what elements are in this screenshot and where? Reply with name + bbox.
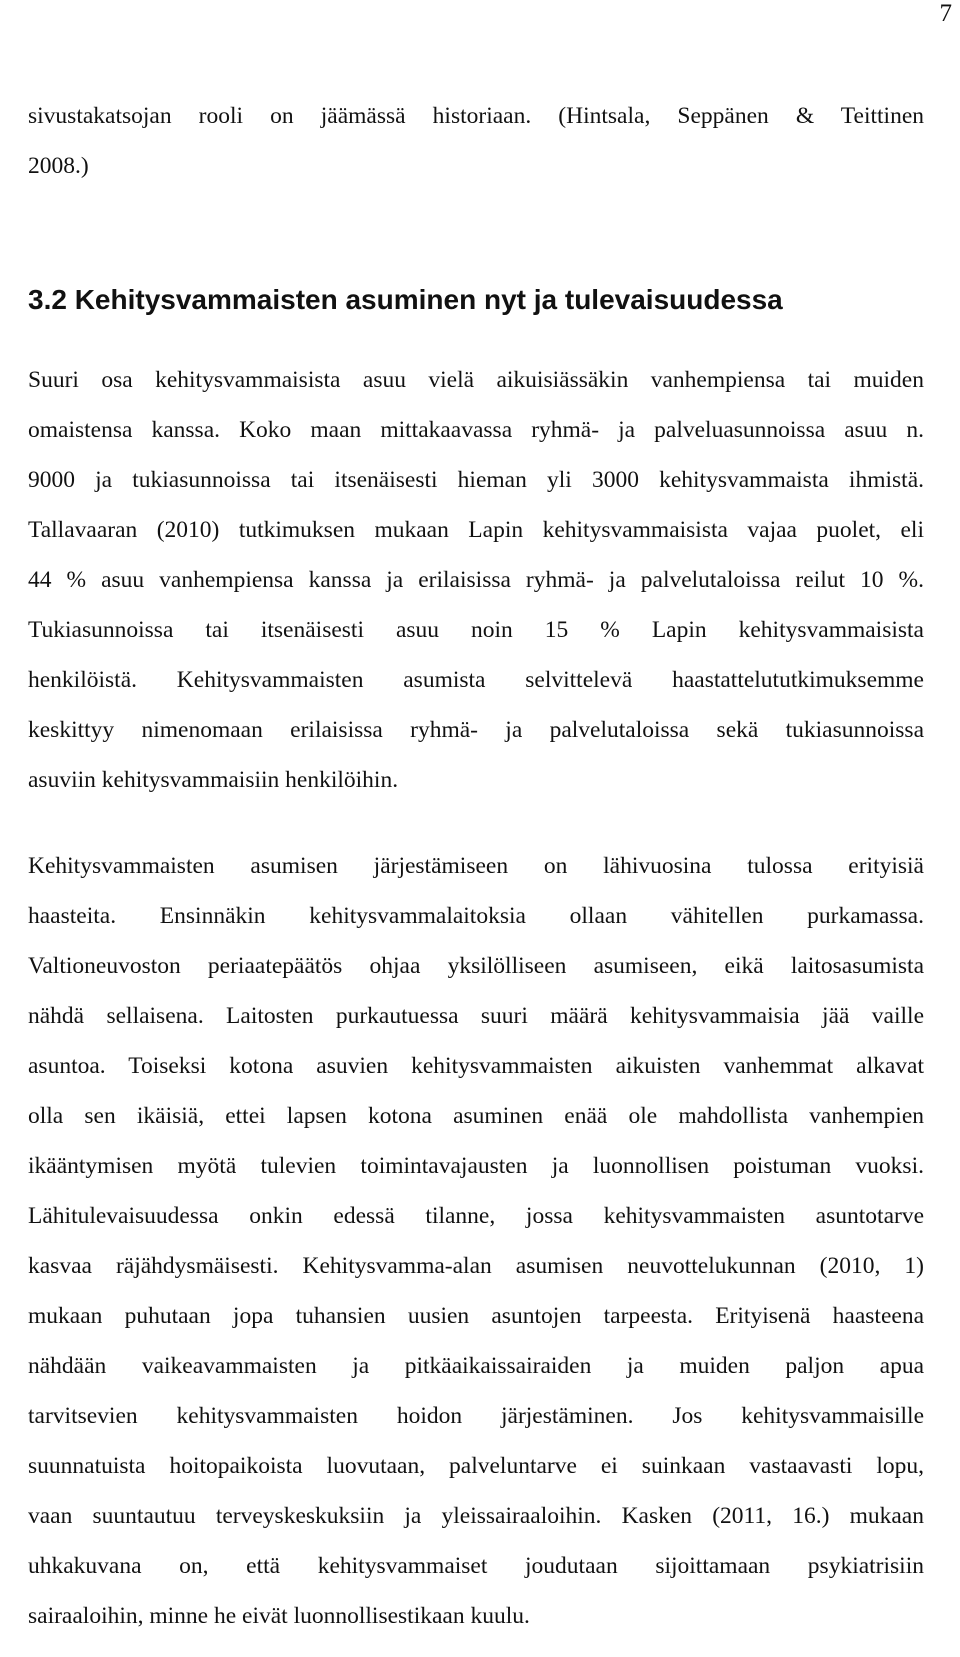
text-line: uhkakuvana on, että kehitysvammaiset joudutaan sijoittamaan psykiatrisiin [28, 1553, 924, 1579]
text-line: henkilöistä. Kehitysvammaisten asumista selvittelevä haastattelututkimuksemme [28, 667, 924, 693]
document-page [28, 91, 924, 1641]
text-line: tarvitsevien kehitysvammaisten hoidon järjestäminen. Jos kehitysvammaisille [28, 1403, 924, 1429]
text-line: Suuri osa kehitysvammaisista asuu vielä aikuisiässäkin vanhempiensa tai muiden [28, 367, 924, 393]
intro-paragraph [28, 91, 924, 191]
text-line: keskittyy nimenomaan erilaisissa ryhmä- ja palvelutaloissa sekä tukiasunnoissa [28, 717, 924, 743]
text-line: nähdään vaikeavammaisten ja pitkäaikaissairaiden ja muiden paljon apua [28, 1353, 924, 1379]
text-line: Tallavaaran (2010) tutkimuksen mukaan Lapin kehitysvammaisista vajaa puolet, eli [28, 517, 924, 543]
text-line: ikääntymisen myötä tulevien toimintavajausten ja luonnollisen poistuman vuoksi. [28, 1153, 924, 1179]
text-line: sivustakatsojan rooli on jäämässä historiaan. (Hintsala, Seppänen & Teittinen [28, 103, 924, 129]
paragraph-1 [28, 355, 924, 805]
text-line: Lähitulevaisuudessa onkin edessä tilanne, jossa kehitysvammaisten asuntotarve [28, 1203, 924, 1229]
text-line: omaistensa kanssa. Koko maan mittakaavassa ryhmä- ja palveluasunnoissa asuu n. [28, 417, 924, 443]
paragraph-2 [28, 841, 924, 1641]
text-line: 2008.) [28, 153, 89, 179]
text-line: mukaan puhutaan jopa tuhansien uusien asuntojen tarpeesta. Erityisenä haasteena [28, 1303, 924, 1329]
text-line: Tukiasunnoissa tai itsenäisesti asuu noin 15 % Lapin kehitysvammaisista [28, 617, 924, 643]
text-line: asuntoa. Toiseksi kotona asuvien kehitysvammaisten aikuisten vanhemmat alkavat [28, 1053, 924, 1079]
text-line: nähdä sellaisena. Laitosten purkautuessa suuri määrä kehitysvammaisia jää vaille [28, 1003, 924, 1029]
text-line: olla sen ikäisiä, ettei lapsen kotona asuminen enää ole mahdollista vanhempien [28, 1103, 924, 1129]
text-line: vaan suuntautuu terveyskeskuksiin ja yleissairaaloihin. Kasken (2011, 16.) mukaan [28, 1503, 924, 1529]
text-line: suunnatuista hoitopaikoista luovutaan, palveluntarve ei suinkaan vastaavasti lopu, [28, 1453, 924, 1479]
section-heading: 3.2 Kehitysvammaisten asuminen nyt ja tulevaisuudessa [28, 284, 783, 315]
text-line: kasvaa räjähdysmäisesti. Kehitysvamma-alan asumisen neuvottelukunnan (2010, 1) [28, 1253, 924, 1279]
text-line: haasteita. Ensinnäkin kehitysvammalaitoksia ollaan vähitellen purkamassa. [28, 903, 924, 929]
page-number: 7 [939, 0, 952, 27]
text-line: 9000 ja tukiasunnoissa tai itsenäisesti hieman yli 3000 kehitysvammaista ihmistä. [28, 467, 924, 493]
text-line: Valtioneuvoston periaatepäätös ohjaa yksilölliseen asumiseen, eikä laitosasumista [28, 953, 924, 979]
text-line: sairaaloihin, minne he eivät luonnollisestikaan kuulu. [28, 1603, 530, 1629]
text-line: asuviin kehitysvammaisiin henkilöihin. [28, 767, 399, 793]
text-line: Kehitysvammaisten asumisen järjestämiseen on lähivuosina tulossa erityisiä [28, 853, 924, 879]
text-line: 44 % asuu vanhempiensa kanssa ja erilaisissa ryhmä- ja palvelutaloissa reilut 10 %. [28, 567, 924, 593]
